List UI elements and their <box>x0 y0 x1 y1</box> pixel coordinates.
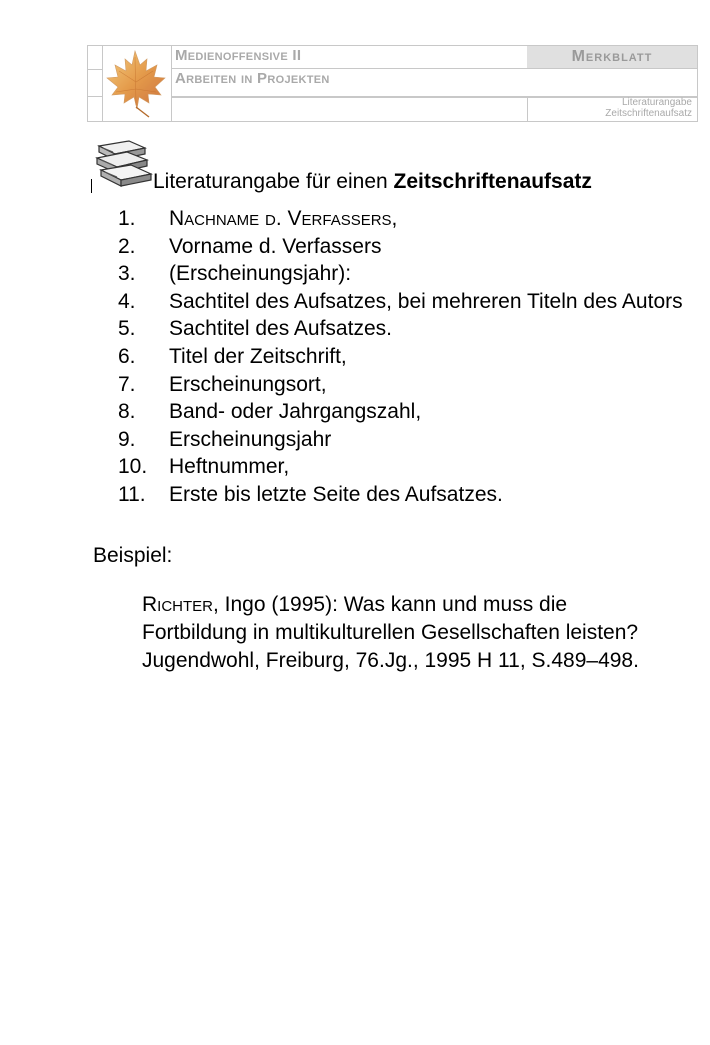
list-item-number: 6. <box>118 344 136 368</box>
list-item-number: 8. <box>118 400 136 424</box>
list-item <box>118 398 698 426</box>
list-item <box>118 315 698 343</box>
example-citation <box>142 591 662 675</box>
list-item-text: Vorname d. Verfassers <box>169 234 382 258</box>
title-bold: Zeitschriftenaufsatz <box>393 170 592 193</box>
header-title-1: Medienoffensive II <box>175 47 302 64</box>
list-item-number: 1. <box>118 207 136 230</box>
list-item <box>118 453 698 481</box>
example-citation-text: , Ingo (1995): Was kann und muss die Fortbildung in multikulturellen Gesellschaften leisten? Jugendwohl, Freiburg, 76.Jg., 1995 H 11, S.489–498. <box>142 593 639 672</box>
header-border-bottom <box>87 121 698 122</box>
header-border-left <box>87 45 88 122</box>
list-item-text: Sachtitel des Aufsatzes. <box>169 317 392 341</box>
list-item <box>118 343 698 371</box>
title-prefix: Literaturangabe für einen <box>153 170 394 193</box>
list-item-text: Band- oder Jahrgangszahl, <box>169 400 422 424</box>
list-item <box>118 481 698 509</box>
list-item <box>118 205 698 233</box>
list-item-number: 10. <box>118 455 148 479</box>
maple-leaf-icon <box>101 47 171 119</box>
list-item-number: 2. <box>118 234 136 258</box>
list-item-number: 5. <box>118 317 136 341</box>
example-label: Beispiel: <box>93 544 173 567</box>
list-item <box>118 260 698 288</box>
list-item-number: 7. <box>118 372 136 396</box>
list-item-number: 4. <box>118 289 136 313</box>
list-item-number: 9. <box>118 427 136 451</box>
list-item-text: Titel der Zeitschrift, <box>169 344 347 368</box>
header-divider-col2 <box>171 45 172 122</box>
list-item-text: (Erscheinungsjahr): <box>169 262 352 286</box>
document-header <box>87 45 698 122</box>
header-badge: Merkblatt <box>527 46 697 68</box>
header-divider-row-left1 <box>87 69 102 70</box>
example-author: Richter <box>142 593 213 616</box>
citation-elements-list <box>118 205 698 509</box>
list-item <box>118 371 698 399</box>
list-item-number: 11. <box>118 482 146 506</box>
section-heading <box>90 138 690 198</box>
header-subject-2: Zeitschriftenaufsatz <box>605 108 692 119</box>
header-title-2: Arbeiten in Projekten <box>175 70 330 87</box>
list-item-text: Erscheinungsort, <box>169 372 327 396</box>
list-item <box>118 426 698 454</box>
list-item <box>118 288 698 316</box>
header-divider-row2 <box>171 96 698 98</box>
list-item-text: Erscheinungsjahr <box>169 427 332 451</box>
books-icon <box>93 138 155 194</box>
text-cursor <box>91 179 92 193</box>
list-item-text: Erste bis letzte Seite des Aufsatzes. <box>169 482 503 506</box>
list-item-number: 3. <box>118 262 136 286</box>
header-divider-row-left2 <box>87 96 102 97</box>
header-subject-1: Literaturangabe <box>621 97 692 108</box>
list-item <box>118 233 698 261</box>
header-divider-row1 <box>171 68 698 69</box>
header-divider-col4 <box>527 97 528 122</box>
list-item-text: Nachname d. Verfassers, <box>169 207 398 230</box>
header-border-right <box>697 45 698 122</box>
page-title <box>153 170 592 194</box>
list-item-text: Sachtitel des Aufsatzes, bei mehreren Titeln des Autors <box>169 289 683 313</box>
list-item-text: Heftnummer, <box>169 455 290 479</box>
